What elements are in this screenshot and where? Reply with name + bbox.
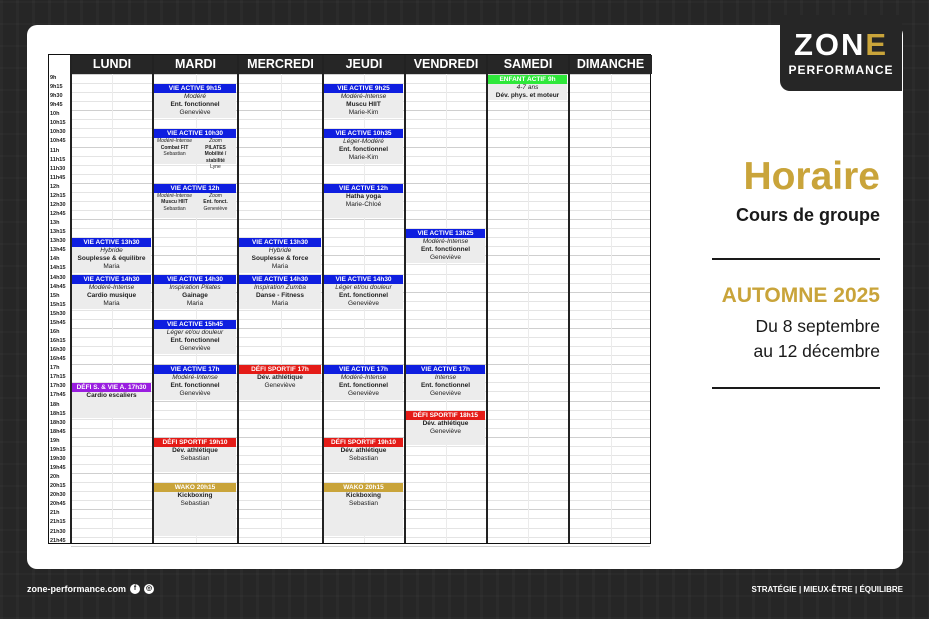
class-split-part — [195, 138, 236, 170]
info-panel — [700, 155, 880, 226]
time-label: 9h15 — [50, 84, 63, 91]
divider-top — [712, 258, 880, 260]
class-detail: Ent. fonctionnel — [420, 382, 471, 390]
time-label: 20h45 — [50, 501, 66, 508]
time-label: 13h45 — [50, 247, 66, 254]
time-label: 14h45 — [50, 283, 66, 290]
time-label: 16h30 — [50, 347, 66, 354]
time-label: 20h30 — [50, 492, 66, 499]
class-time-header: WAKO 20h15 — [324, 483, 403, 492]
website-link[interactable]: zone-performance.com — [27, 584, 127, 594]
time-label: 13h — [50, 220, 60, 227]
class-detail: Kickboxing — [345, 492, 382, 500]
time-label: 12h15 — [50, 192, 66, 199]
grid-line — [71, 237, 650, 238]
instagram-icon[interactable]: ◎ — [145, 585, 153, 592]
class-block[interactable] — [324, 84, 403, 118]
class-block[interactable] — [154, 84, 236, 118]
class-detail: Modéré-Intense — [156, 192, 193, 199]
class-detail: Sebastian — [180, 454, 210, 462]
time-label: 17h — [50, 365, 60, 372]
class-detail: Geneviève — [179, 109, 211, 117]
class-block[interactable] — [239, 365, 321, 399]
class-block[interactable] — [324, 184, 403, 218]
grid-line — [71, 428, 650, 429]
footer-tagline: STRATÉGIE | MIEUX-ÊTRE | ÉQUILIBRE — [751, 585, 903, 594]
schedule-grid — [48, 54, 651, 544]
class-detail: Mobilité / stabilité — [204, 151, 227, 164]
class-time-header: VIE ACTIVE 9h15 — [154, 84, 236, 93]
class-time-header: DÉFI SPORTIF 19h10 — [154, 438, 236, 447]
class-detail: Modéré — [183, 93, 207, 101]
class-time-header: DÉFI SPORTIF 17h — [239, 365, 321, 374]
class-detail: Maria — [103, 263, 120, 271]
time-label: 19h30 — [50, 455, 66, 462]
grid-line — [71, 355, 650, 356]
class-time-header: VIE ACTIVE 15h45 — [154, 320, 236, 329]
time-label: 10h — [50, 111, 60, 118]
class-detail: Geneviève — [429, 390, 462, 398]
time-label: 18h45 — [50, 428, 66, 435]
time-label: 10h45 — [50, 138, 66, 145]
class-detail: Cardio musique — [86, 291, 137, 299]
time-label: 15h30 — [50, 310, 66, 317]
grid-line — [71, 537, 650, 538]
time-label: 21h30 — [50, 528, 66, 535]
time-label: 14h30 — [50, 274, 66, 281]
grid-line — [71, 255, 650, 256]
time-label: 12h30 — [50, 201, 66, 208]
time-label: 19h — [50, 437, 60, 444]
grid-line — [71, 473, 650, 474]
time-label: 11h45 — [50, 174, 66, 181]
class-split-part — [154, 193, 195, 212]
class-detail: Léger et/ou douleur — [335, 283, 392, 291]
grid-line — [71, 174, 650, 175]
class-detail: Inspiration Pilates — [169, 283, 221, 291]
class-detail: Hybride — [268, 247, 292, 255]
grid-line — [71, 219, 650, 220]
class-detail: Danse - Fitness — [255, 291, 305, 299]
time-label: 10h30 — [50, 129, 66, 136]
class-block[interactable] — [154, 184, 236, 218]
class-detail: Marie-Kim — [348, 154, 379, 162]
grid-subcolumn — [446, 74, 447, 543]
class-block[interactable] — [406, 229, 485, 263]
time-label: 12h — [50, 183, 60, 190]
time-label: 19h45 — [50, 465, 66, 471]
divider-bottom — [712, 387, 880, 389]
class-time-header: VIE ACTIVE 13h30 — [239, 238, 321, 247]
time-label: 10h15 — [50, 120, 66, 127]
class-time-header: DÉFI S. & VIE A. 17h30 — [72, 383, 151, 392]
grid-line — [71, 410, 650, 411]
class-detail: 4-7 ans — [516, 84, 539, 91]
class-detail: Geneviève — [347, 390, 380, 398]
class-detail: Cardio escaliers — [86, 392, 137, 400]
class-split-part — [195, 193, 236, 212]
class-time-header: VIE ACTIVE 12h — [324, 184, 403, 193]
class-detail: Ent. fonctionnel — [170, 336, 220, 344]
time-label: 21h15 — [50, 519, 66, 526]
class-detail: Sebastian — [180, 500, 210, 508]
class-time-header: VIE ACTIVE 10h35 — [324, 129, 403, 138]
facebook-icon[interactable]: f — [130, 584, 140, 594]
day-header-2: MERCREDI — [238, 55, 323, 74]
class-detail: Ent. fonctionnel — [338, 382, 389, 390]
class-time-header: WAKO 20h15 — [154, 483, 236, 492]
class-detail: Geneviève — [429, 254, 462, 262]
class-detail: PILATES — [205, 144, 226, 151]
class-detail: Zoom — [209, 192, 222, 199]
class-detail: Intense — [434, 374, 457, 382]
class-block[interactable] — [488, 75, 567, 100]
class-block[interactable] — [324, 275, 403, 309]
grid-line — [71, 310, 650, 311]
class-detail: Hybride — [100, 247, 123, 255]
day-header-4: VENDREDI — [405, 55, 487, 74]
class-detail: Gainage — [182, 291, 208, 299]
time-label: 21h — [50, 510, 60, 517]
grid-line — [71, 264, 650, 265]
class-detail: Ent. fonctionnel — [170, 382, 220, 390]
class-detail: Muscu HIIT — [346, 101, 381, 109]
class-block[interactable] — [72, 238, 151, 272]
class-detail: Dév. athlétique — [172, 446, 218, 454]
time-label: 13h30 — [50, 238, 66, 245]
class-detail: Dév. athlétique — [422, 419, 469, 427]
class-detail: Geneviève — [264, 382, 296, 390]
time-label: 11h — [50, 147, 60, 154]
class-detail: Geneviève — [179, 390, 211, 398]
time-label: 18h15 — [50, 410, 66, 417]
class-block[interactable] — [154, 438, 236, 472]
time-label: 11h30 — [50, 165, 66, 172]
day-header-3: JEUDI — [323, 55, 405, 74]
class-detail: Modéré-Intense — [156, 138, 193, 145]
class-detail: Geneviève — [179, 344, 211, 352]
class-time-header: VIE ACTIVE 17h — [406, 365, 485, 374]
time-label: 14h — [50, 256, 60, 263]
class-detail: Modéré-Intense — [340, 93, 387, 101]
class-detail: Souplesse & force — [251, 255, 309, 263]
class-time-header: VIE ACTIVE 14h30 — [72, 275, 151, 284]
grid-line — [71, 246, 650, 247]
class-detail: Zoom — [209, 138, 222, 145]
class-detail: Muscu HIIT — [161, 199, 188, 206]
time-label: 21h45 — [50, 537, 66, 544]
day-header-0: LUNDI — [71, 55, 153, 74]
time-label: 11h15 — [50, 156, 66, 163]
time-label: 9h45 — [50, 102, 63, 109]
class-split — [154, 138, 236, 170]
class-block[interactable] — [154, 320, 236, 354]
class-block[interactable] — [239, 275, 321, 309]
class-detail: Marie-Chloé — [345, 200, 382, 208]
day-header-1: MARDI — [153, 55, 238, 74]
class-block[interactable] — [154, 483, 236, 535]
grid-line — [71, 401, 650, 402]
class-time-header: VIE ACTIVE 14h30 — [239, 275, 321, 284]
class-detail: Souplesse & équilibre — [77, 255, 146, 263]
class-time-header: DÉFI SPORTIF 19h10 — [324, 438, 403, 447]
time-label: 17h45 — [50, 392, 66, 399]
time-label: 15h — [50, 292, 60, 299]
class-detail: Geneviève — [347, 299, 380, 307]
logo-performance: PERFORMANCE — [788, 63, 894, 77]
grid-subcolumn — [528, 74, 529, 543]
brand-logo — [780, 15, 902, 91]
date-range: Du 8 septembre au 12 décembre — [753, 316, 880, 361]
grid-line — [71, 119, 650, 120]
class-block[interactable] — [324, 365, 403, 399]
class-detail: Maria — [271, 263, 289, 271]
class-time-header: VIE ACTIVE 10h30 — [154, 129, 236, 138]
class-time-header: VIE ACTIVE 17h — [324, 365, 403, 374]
class-detail: Ent. fonctionnel — [420, 246, 471, 254]
class-detail: Dév. phys. et moteur — [495, 92, 560, 99]
class-detail: Sebastian — [163, 151, 186, 158]
class-time-header: VIE ACTIVE 14h30 — [324, 275, 403, 284]
class-block[interactable] — [324, 438, 403, 472]
logo-zone: ZONE — [793, 27, 889, 62]
day-separator — [486, 55, 488, 543]
page-title: Horaire — [743, 155, 880, 198]
class-block[interactable] — [406, 411, 485, 445]
class-block[interactable] — [154, 365, 236, 399]
class-detail: Geneviève — [429, 427, 462, 435]
class-block[interactable] — [324, 483, 403, 535]
time-label: 20h — [50, 474, 60, 481]
time-label: 17h30 — [50, 383, 66, 390]
time-label: 18h — [50, 401, 60, 408]
class-detail: Lyne — [210, 164, 221, 171]
class-block[interactable] — [72, 383, 151, 417]
class-detail: Modéré-Intense — [172, 374, 218, 382]
time-label: 16h — [50, 328, 60, 335]
class-time-header: VIE ACTIVE 13h30 — [72, 238, 151, 247]
class-detail: Maria — [103, 299, 120, 307]
time-label: 12h45 — [50, 211, 66, 218]
class-detail: Maria — [186, 299, 204, 307]
class-detail: Modéré-Intense — [88, 283, 135, 291]
footer-website — [27, 584, 154, 594]
class-detail: Ent. fonctionnel — [338, 291, 389, 299]
time-label: 9h — [50, 75, 57, 81]
class-block[interactable] — [154, 129, 236, 171]
grid-line — [71, 546, 650, 547]
day-separator — [404, 55, 406, 543]
class-time-header: VIE ACTIVE 14h30 — [154, 275, 236, 284]
time-label: 13h15 — [50, 229, 66, 236]
time-label: 15h15 — [50, 301, 66, 308]
class-detail: Inspiration Zumba — [253, 283, 307, 291]
class-detail: Léger-Modéré — [343, 138, 384, 146]
time-label: 18h30 — [50, 419, 66, 426]
day-header-6: DIMANCHE — [569, 55, 652, 74]
page-subtitle: Cours de groupe — [735, 205, 880, 225]
grid-line — [71, 419, 650, 420]
class-detail: Kickboxing — [177, 492, 213, 500]
class-detail: Dév. athlétique — [340, 446, 387, 454]
time-label: 16h45 — [50, 356, 66, 363]
class-detail: Léger et/ou douleur — [166, 328, 224, 336]
class-detail: Marie-Kim — [348, 109, 379, 117]
class-time-header: VIE ACTIVE 17h — [154, 365, 236, 374]
time-label: 20h15 — [50, 483, 66, 490]
class-detail: Sebastian — [163, 205, 186, 212]
class-detail: Ent. fonct. — [203, 199, 228, 206]
class-block[interactable] — [72, 275, 151, 309]
class-detail: Modéré-Intense — [340, 374, 387, 382]
class-split-part — [154, 138, 195, 170]
time-label: 16h15 — [50, 338, 66, 345]
class-detail: Sebastian — [349, 500, 378, 508]
class-time-header: DÉFI SPORTIF 18h15 — [406, 411, 485, 420]
grid-subcolumn — [611, 74, 612, 543]
class-detail: Ent. fonctionnel — [170, 101, 220, 109]
class-detail: Maria — [271, 299, 289, 307]
time-label: 14h15 — [50, 265, 66, 272]
class-detail: Hatha yoga — [345, 192, 382, 200]
day-separator — [568, 55, 570, 543]
class-block[interactable] — [154, 275, 236, 309]
class-detail: Modéré-Intense — [422, 238, 469, 246]
day-header-5: SAMEDI — [487, 55, 569, 74]
class-time-header: VIE ACTIVE 12h — [154, 184, 236, 193]
season-label: AUTOMNE 2025 — [721, 284, 880, 307]
time-label: 15h45 — [50, 319, 66, 326]
class-time-header: VIE ACTIVE 9h25 — [324, 84, 403, 93]
class-detail: Sebastian — [349, 454, 378, 462]
class-block[interactable] — [239, 238, 321, 272]
class-block[interactable] — [324, 129, 403, 163]
class-block[interactable] — [406, 365, 485, 399]
time-label: 19h15 — [50, 446, 66, 453]
class-detail: Combat FIT — [160, 144, 189, 151]
time-label: 9h30 — [50, 93, 63, 100]
class-detail: Dév. athlétique — [257, 374, 303, 382]
time-label: 17h15 — [50, 374, 66, 381]
class-time-header: VIE ACTIVE 13h25 — [406, 229, 485, 238]
class-detail: Ent. fonctionnel — [338, 146, 389, 154]
class-time-header: ENFANT ACTIF 9h — [488, 75, 567, 84]
class-detail: Geneviève — [203, 205, 228, 212]
class-split — [154, 193, 236, 212]
grid-line — [71, 228, 650, 229]
